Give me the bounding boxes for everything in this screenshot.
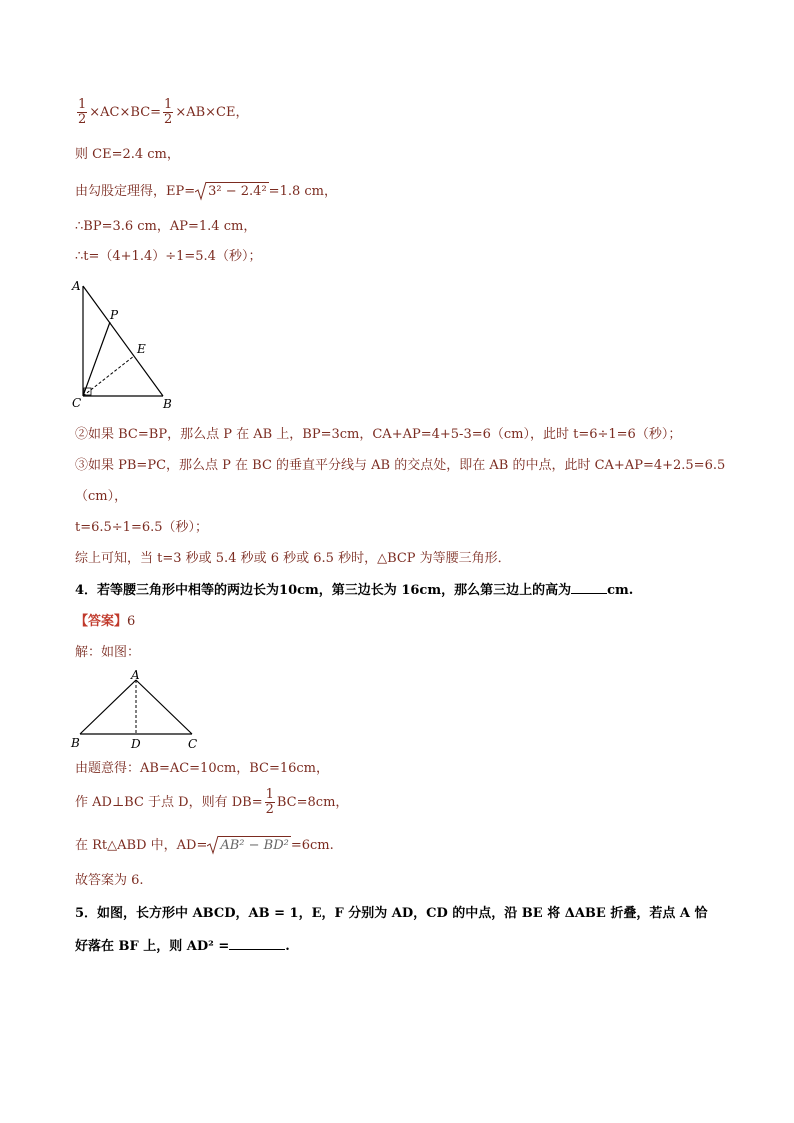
solution-intro: 解：如图：: [75, 645, 141, 660]
fraction: $\frac{1}{2}$: [265, 787, 274, 817]
sqrt-expression: 3² − 2.4²: [195, 182, 269, 201]
altitude-line: 作 AD⊥BC 于点 D，则有 DB= $\frac{1}{2}$ BC=8cm，: [75, 787, 349, 817]
ce-line: 则 CE=2.4 cm，: [75, 147, 180, 162]
bp-ap-line: ∴BP=3.6 cm，AP=1.4 cm，: [75, 219, 257, 234]
case-3-unit: （cm），: [75, 489, 128, 504]
given-line: 由题意得：AB=AC=10cm，BC=16cm，: [75, 761, 329, 776]
label-b: B: [71, 736, 80, 750]
summary-line: 综上可知，当 t=3 秒或 5.4 秒或 6 秒或 6.5 秒时，△BCP 为等腰三角形．: [75, 551, 511, 566]
label-e: E: [137, 342, 146, 356]
answer-blank: [229, 949, 285, 950]
label-c: C: [72, 396, 82, 410]
label-p: P: [110, 308, 119, 322]
equation-part-2: ×AB×CE，: [175, 105, 249, 120]
t-line-1: ∴t=（4+1.4）÷1=5.4（秒）；: [75, 249, 262, 264]
rt-triangle-line: 在 Rt△ABD 中，AD= AB² − BD² =6cm.: [75, 838, 334, 853]
answer-label: 【答案】: [75, 614, 128, 629]
label-b: B: [163, 397, 172, 411]
t-line-2: t=6.5÷1=6.5（秒）；: [75, 520, 209, 535]
answer-blank: [571, 593, 607, 594]
fraction: $\frac{1}{2}$: [164, 97, 173, 127]
equation-area: [75, 98, 249, 127]
pythagoras-line: 由勾股定理得，EP= 3² − 2.4² =1.8 cm，: [75, 184, 337, 199]
question-4: 4．若等腰三角形中相等的两边长为10cm，第三边长为 16cm，那么第三边上的高为 cm.: [75, 583, 634, 598]
label-a: A: [72, 279, 81, 293]
right-triangle-figure: [66, 276, 186, 411]
case-2-line: ②如果 BC=BP，那么点 P 在 AB 上，BP=3cm，CA+AP=4+5-3=6（cm），此时 t=6÷1=6（秒）；: [75, 427, 682, 442]
conclusion-line: 故答案为 6.: [75, 873, 144, 888]
label-c: C: [188, 737, 198, 751]
answer-value: 6: [127, 614, 136, 629]
isosceles-triangle-figure: [66, 668, 216, 753]
answer-line: [75, 613, 135, 631]
label-a: A: [131, 668, 140, 682]
fraction: $\frac{1}{2}$: [78, 97, 87, 127]
label-d: D: [131, 737, 141, 751]
case-3-line: ③如果 PB=PC，那么点 P 在 BC 的垂直平分线与 AB 的交点处，即在 AB 的中点，此时 CA+AP=4+2.5=6.5: [75, 458, 726, 473]
question-5-line-1: 5．如图，长方形中 ABCD，AB = 1，E，F 分别为 AD，CD 的中点，沿 BE 将 ΔABE 折叠，若点 A 恰: [75, 906, 708, 921]
sqrt-expression: AB² − BD²: [207, 836, 291, 855]
question-5-line-2: 好落在 BF 上，则 AD² = .: [75, 939, 290, 954]
equation-part-1: ×AC×BC=: [89, 105, 162, 120]
